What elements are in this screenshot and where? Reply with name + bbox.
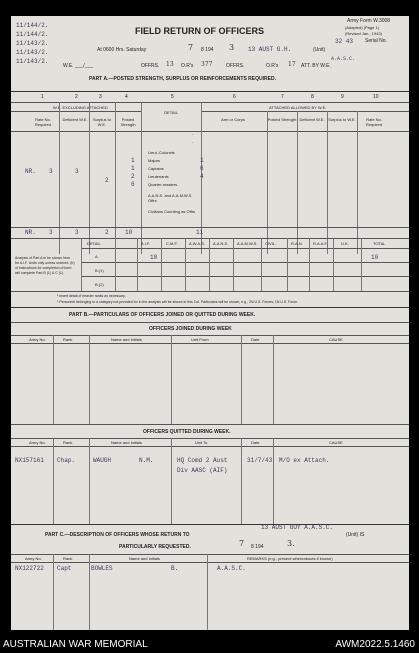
offrs2-label: OFFRS.: [226, 63, 245, 69]
col-num-9: 9: [341, 94, 344, 100]
left-ref-3: 11/143/2.: [16, 40, 49, 47]
form-number: Army Form W.3008: [347, 18, 391, 24]
serial-label: Serial No.: [365, 38, 387, 44]
col-num-1: 1: [41, 94, 44, 100]
quit-cause: M/O ex Attach.: [279, 457, 330, 464]
unit-value: 13 AUST G.H.: [248, 46, 292, 53]
c-rank: Capt: [57, 565, 72, 572]
att-posted-2: 6: [200, 165, 204, 172]
analysis-col-aans: A.A.N.S.: [213, 241, 229, 246]
offrs-value: 13: [166, 61, 174, 68]
rank-aans: A.A.N.S. and A.A.M.W.S. Offrs: [148, 193, 193, 203]
col-num-8: 8: [311, 94, 314, 100]
col-head-8: Deficient W.E.: [299, 117, 325, 122]
analysis-row-a: A.: [95, 254, 99, 259]
c-remarks: A.A.S.C.: [217, 565, 246, 572]
footnote-1: * Insert detail of heavier ranks as necessary.: [57, 294, 126, 298]
left-ref-1: 11/144/2.: [16, 22, 49, 29]
col-head-6: Arm or Corps: [221, 117, 245, 122]
quit-col-cause: CAUSE: [329, 440, 343, 445]
quit-rank: Chap.: [57, 457, 76, 464]
quit-unit-to: HQ Comd 2 Aust: [177, 457, 228, 464]
rank-civilians: Civilians Counting as Offrs: [148, 209, 196, 214]
row1-surplus: 2: [105, 177, 109, 184]
at-hours-label: At 0600 Hrs. Saturday: [97, 47, 147, 53]
analysis-col-aif: A.I.F.: [141, 241, 151, 246]
row1-deficient: 3: [75, 168, 79, 175]
serial-value: 32 43: [335, 38, 354, 45]
c-initials: B.: [171, 565, 179, 572]
rank-quartermasters: Quarter-masters: [148, 182, 178, 187]
analysis-col-awas: A.W.A.S.: [189, 241, 206, 246]
c-col-name: Name and Initials: [129, 556, 160, 561]
part-c-unit-label: (Unit) IS: [346, 532, 365, 538]
part-c-day: 7: [239, 539, 245, 548]
quit-col-rank: Rank: [63, 440, 73, 445]
left-ref-2: 11/144/2.: [16, 31, 49, 38]
footer-left: AUSTRALIAN WAR MEMORIAL: [3, 639, 148, 650]
ors-label: O.R's: [181, 63, 194, 69]
footnote-2: * Personnel belonging to a category not provided for in the analysis will be shown in this Col. Particulars will be shown, e.g., 2N U.S. Forces; 1N U.S. Force.: [57, 300, 299, 304]
quit-name: WAUGH: [93, 457, 112, 464]
joined-col-army-no: Army No.: [29, 337, 46, 342]
analysis-total-val: 10: [371, 254, 379, 261]
quit-col-army-no: Army No.: [29, 440, 46, 445]
col-num-7: 7: [281, 94, 284, 100]
unit-label: (Unit): [313, 47, 326, 53]
ors-value: 377: [201, 61, 213, 68]
analysis-col-uk: U.K.: [341, 241, 349, 246]
posted-lieutenants: 6: [131, 181, 135, 188]
totals-rate: NR.: [25, 229, 36, 236]
col-head-9: Surplus to W.E.: [328, 117, 356, 122]
col-num-3: 3: [99, 94, 102, 100]
c-col-army-no: Army No.: [25, 556, 42, 561]
report-day: 7: [188, 43, 194, 52]
document-sheet: 11/144/2. 11/144/2. 11/143/2. 11/143/2. 11/143/2. FIELD RETURN OF OFFICERS Army Form W.3008 (Adapted) (Page 1) (Revised Jan., 1943) 32 43 Serial No. At 0600 Hrs. Saturday 7 8 194 3 13 AUST G.H. (Unit) A.A.S.C. W.E. ___/___ OFFRS. 13 O.R's 377 OFFRS. O.R's 17 ATT. BY W.E. PART A.—POSTED STRENGTH, SURPLUS OR REINFORCEMENTS REQUIRED. 1 2 3 4 5 6 7 8 9 10 W.E. EXCLUDING ATTACHED ATTACHED ALLOWED BY W.E. Rate No. Required Deficient W.E. Surplus to W.E. Posted Strength DETAIL Arm or Corps Posted Strength Deficient W.E. Surplus to W.E. Rate No. Required Lieut.-Colonels Majors Captains Lieutenants Quarter-masters A.A.N.S. and A.A.M.W.S. Offrs Civilians Counting as Offrs · · NR. 3 3 2 1 1 2 6 1 6 4 NR. 3 3 2 10 11 Analysis of Part A to be shown here for A.I.F. Units only unless ordered. (b) of instructions for completion of form will complete Part B (1) & C (1). DETAIL A.I.F. C.M.F. A.W.A.S. A.A.N.S. A.A.M.W.S. CIVIL. R.A.N. R.A.A.F. U.K. TOTAL A. B.(1) B.(2) 10 10 * Insert detail of heavier ranks as necessary. * Personnel belonging to a category not provided for in the analysis will be shown in this Col. Particulars will be shown, e.g., 2N U.S. Forces; 1N U.S. Force. PART B.—PARTICULARS OF OFFICERS JOINED OR QUITTED DURING WEEK. OFFICERS JOINED DURING WEEK Army No. Rank Name and Initials Unit From Date CAUSE OFFICERS QUITTED DURING WEEK. Army No. Rank Name and Initials Unit To Date CAUSE NX157161 Chap. WAUGH N.M. HQ Comd 2 Aust Div AASC (AIF) 31/7/43 M/O ex Attach. PART C.—DESCRIPTION OF OFFICERS WHOSE RETURN TO 13 AUST GUY A.A.S.C. (Unit) IS PARTICULARLY REQUESTED. 7 8 194 3. Army No. Rank Name and Initials REMARKS (e.g., present whereabouts if known) NX122722 Capt BOWLES B. A.A.S.C.: [11, 16, 409, 630]
analysis-col-total: TOTAL: [373, 241, 386, 246]
totals-surplus: 2: [105, 229, 109, 236]
col-head-10: Rate No. Required: [365, 117, 383, 127]
analysis-col-cmf: C.M.F.: [166, 241, 178, 246]
quitted-title: OFFICERS QUITTED DURING WEEK.: [143, 429, 231, 435]
col-head-4: Posted Strength: [120, 117, 136, 127]
joined-col-name: Name and Initials: [111, 337, 142, 342]
we-excl-label: W.E. EXCLUDING ATTACHED: [53, 105, 108, 110]
report-year-digit: 3: [229, 43, 235, 52]
analysis-col-civil: CIVIL.: [265, 241, 277, 246]
col-num-6: 6: [233, 94, 236, 100]
att-allowed-label: ATTACHED ALLOWED BY W.E.: [269, 105, 327, 110]
rank-majors: Majors: [148, 158, 161, 163]
col-num-2: 2: [75, 94, 78, 100]
left-ref-4: 11/143/2.: [16, 49, 49, 56]
posted-lt-col: 1: [131, 157, 135, 164]
analysis-col-raaf: R.A.A.F.: [313, 241, 328, 246]
totals-posted: 10: [125, 229, 133, 236]
c-col-remarks: REMARKS (e.g., present whereabouts if known): [247, 556, 333, 561]
row1-rate: NR.: [25, 168, 36, 175]
part-c-particularly: PARTICULARLY REQUESTED.: [119, 544, 191, 550]
footer-right: AWM2022.5.1460: [335, 639, 415, 650]
joined-title: OFFICERS JOINED DURING WEEK: [149, 326, 232, 332]
totals-deficient: 3: [75, 229, 79, 236]
form-revised: (Revised Jan., 1943): [345, 31, 382, 36]
rank-captains: Captains: [148, 166, 164, 171]
analysis-detail-head: DETAIL: [87, 241, 101, 246]
analysis-aif-val: 10: [150, 254, 158, 261]
quit-col-unit: Unit To: [195, 440, 208, 445]
totals-attached: 11: [196, 229, 204, 236]
col-num-4: 4: [125, 94, 128, 100]
ors2-label: O.R's: [266, 63, 279, 69]
att-label: ATT. BY W.E.: [301, 63, 331, 69]
quit-army-no: NX157161: [15, 457, 44, 464]
part-c-year-digit: 3.: [287, 539, 295, 548]
att-posted-3: 4: [200, 173, 204, 180]
posted-majors: 1: [131, 165, 135, 172]
analysis-note: Analysis of Part A to be shown here for A.I.F. Units only unless ordered. (b) of instructions for completion of form will complete Part B (1) & C (1).: [15, 256, 75, 275]
col-head-2: Deficient W.E.: [62, 117, 88, 122]
form-adapted: (Adapted) (Page 1): [345, 25, 380, 30]
att-posted-1: 1: [200, 157, 204, 164]
part-c-unit: 13 AUST GUY A.A.S.C.: [261, 524, 334, 531]
col-head-1: Rate No. Required: [34, 117, 52, 127]
quit-date: 31/7/43: [247, 457, 273, 464]
offrs-label: OFFRS.: [141, 63, 160, 69]
col-num-10: 10: [373, 94, 379, 100]
part-b-title: PART B.—PARTICULARS OF OFFICERS JOINED OR QUITTED DURING WEEK.: [69, 312, 256, 318]
quit-initials: N.M.: [139, 457, 154, 464]
part-c-month-year: 8 194: [251, 544, 264, 550]
joined-col-cause: CAUSE: [329, 337, 343, 342]
part-a-title: PART A.—POSTED STRENGTH, SURPLUS OR REINFORCEMENTS REQUIRED.: [89, 76, 276, 82]
we-line: W.E. ___/___: [63, 63, 94, 69]
quit-col-date: Date: [251, 440, 260, 445]
rank-lieutenants: Lieutenants: [148, 174, 169, 179]
posted-captains: 2: [131, 173, 135, 180]
c-col-rank: Rank: [63, 556, 73, 561]
row1-rate-val: 3: [49, 168, 53, 175]
joined-col-rank: Rank: [63, 337, 73, 342]
col-num-5: 5: [171, 94, 174, 100]
col-head-3: Surplus to W.E.: [92, 117, 111, 127]
part-c-title: PART C.—DESCRIPTION OF OFFICERS WHOSE RETURN TO: [45, 532, 190, 538]
joined-col-date: Date: [251, 337, 260, 342]
page-title: FIELD RETURN OF OFFICERS: [135, 26, 264, 36]
totals-rate-val: 3: [49, 229, 53, 236]
left-ref-5: 11/143/2.: [16, 58, 49, 65]
analysis-col-ran: R.A.N.: [291, 241, 303, 246]
joined-col-unit: Unit From: [191, 337, 209, 342]
quit-col-name: Name and Initials: [111, 440, 142, 445]
analysis-col-aamws: A.A.M.W.S.: [237, 241, 258, 246]
rank-lieut-colonels: Lieut.-Colonels: [148, 150, 175, 155]
footer-bar: [0, 636, 419, 653]
ors2-value: 17: [288, 61, 296, 68]
analysis-row-b1: B.(1): [95, 268, 104, 273]
analysis-row-b2: B.(2): [95, 282, 104, 287]
col-head-5: DETAIL: [164, 110, 178, 115]
c-army-no: NX122722: [15, 565, 44, 572]
quit-unit-to-2: Div AASC (AIF): [177, 467, 228, 474]
unit-sub: A.A.S.C.: [331, 56, 356, 62]
c-name: BOWLES: [91, 565, 113, 572]
report-month-year: 8 194: [201, 47, 214, 53]
col-head-7: Posted Strength: [267, 117, 297, 122]
